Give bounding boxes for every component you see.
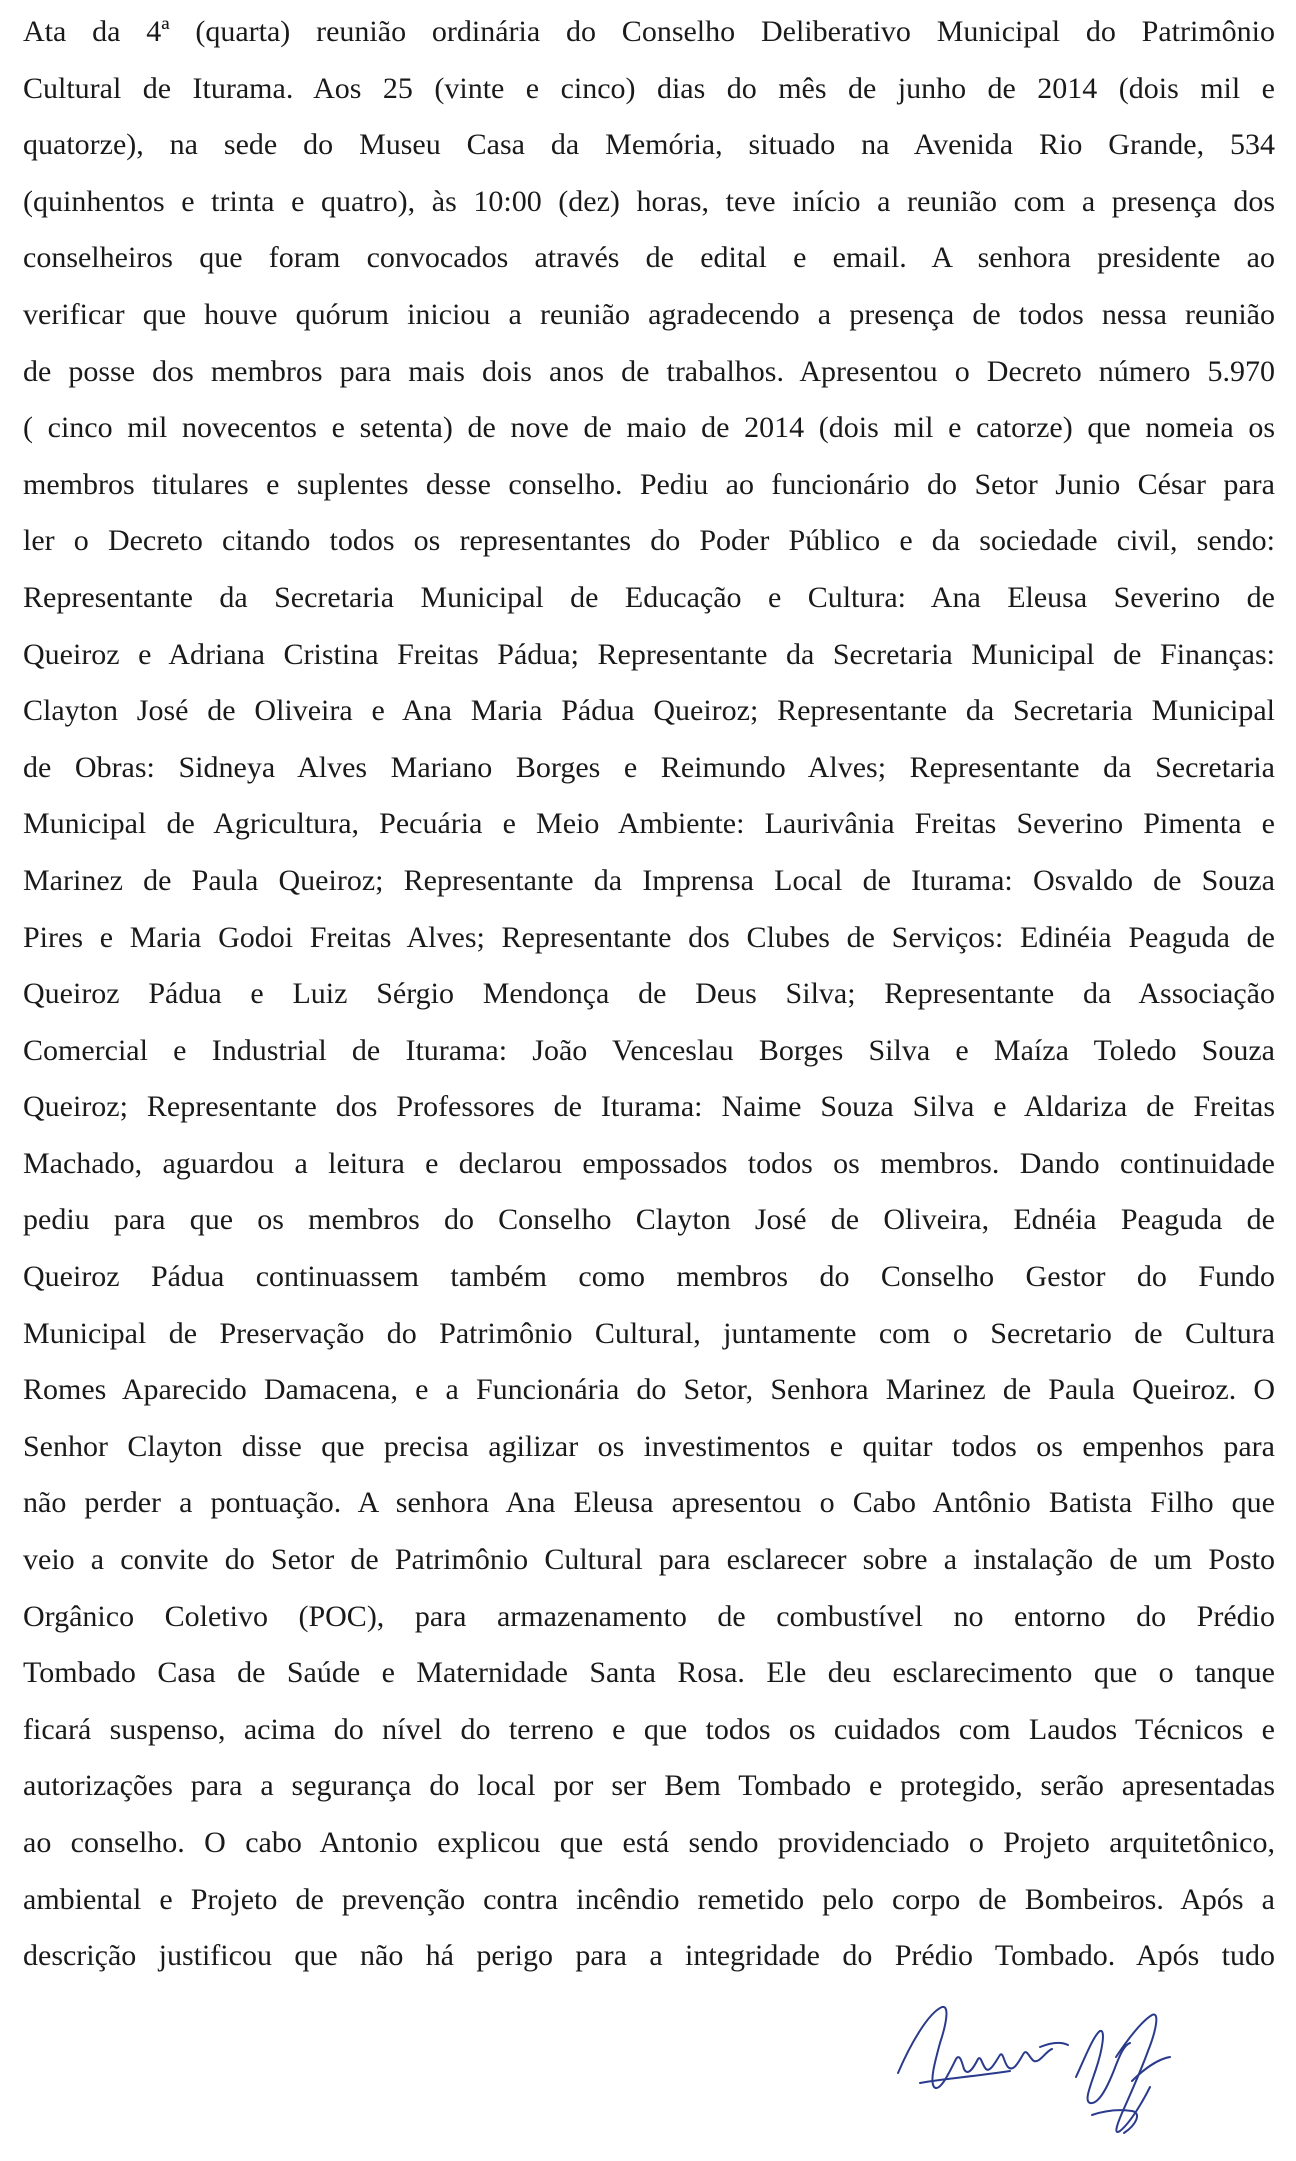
text-line: Tombado Casa de Saúde e Maternidade Santa Rosa. Ele deu esclarecimento que o tanque (23, 1656, 1275, 1690)
text-line: Ata da 4ª (quarta) reunião ordinária do Conselho Deliberativo Municipal do Patrimônio (23, 15, 1275, 48)
text-line: membros titulares e suplentes desse conselho. Pediu ao funcionário do Setor Junio César para (23, 467, 1275, 501)
text-line: Clayton José de Oliveira e Ana Maria Pádua Queiroz; Representante da Secretaria Municipal (23, 694, 1275, 728)
text-line: ficará suspenso, acima do nível do terreno e que todos os cuidados com Laudos Técnicos e (23, 1712, 1275, 1746)
text-line: de Obras: Sidneya Alves Mariano Borges e Reimundo Alves; Representante da Secretaria (23, 750, 1275, 784)
text-line: veio a convite do Setor de Patrimônio Cultural para esclarecer sobre a instalação de um Posto (23, 1543, 1275, 1577)
text-line: ( cinco mil novecentos e setenta) de nove de maio de 2014 (dois mil e catorze) que nomeia os (23, 411, 1275, 445)
text-line: Queiroz Pádua e Luiz Sérgio Mendonça de Deus Silva; Representante da Associação (23, 977, 1275, 1011)
text-line: Municipal de Preservação do Patrimônio Cultural, juntamente com o Secretario de Cultura (23, 1316, 1275, 1350)
text-line: ler o Decreto citando todos os representantes do Poder Público e da sociedade civil, sendo: (23, 524, 1275, 558)
text-line: verificar que houve quórum iniciou a reunião agradecendo a presença de todos nessa reunião (23, 297, 1275, 331)
text-line: ambiental e Projeto de prevenção contra incêndio remetido pelo corpo de Bombeiros. Após a (23, 1882, 1275, 1916)
text-line: Representante da Secretaria Municipal de Educação e Cultura: Ana Eleusa Severino de (23, 580, 1275, 614)
text-line: Queiroz; Representante dos Professores de Iturama: Naime Souza Silva e Aldariza de Freitas (23, 1090, 1275, 1124)
text-line: (quinhentos e trinta e quatro), às 10:00 (dez) horas, teve início a reunião com a presença dos (23, 184, 1275, 218)
text-line: conselheiros que foram convocados através de edital e email. A senhora presidente ao (23, 241, 1275, 275)
text-line: Comercial e Industrial de Iturama: João Venceslau Borges Silva e Maíza Toledo Souza (23, 1033, 1275, 1067)
text-line: quatorze), na sede do Museu Casa da Memória, situado na Avenida Rio Grande, 534 (23, 128, 1275, 162)
text-line: ao conselho. O cabo Antonio explicou que está sendo providenciado o Projeto arquitetônico, (23, 1826, 1275, 1859)
text-line: autorizações para a segurança do local por ser Bem Tombado e protegido, serão apresentadas (23, 1769, 1275, 1803)
text-line: Senhor Clayton disse que precisa agilizar os investimentos e quitar todos os empenhos para (23, 1429, 1275, 1463)
text-line: pediu para que os membros do Conselho Clayton José de Oliveira, Ednéia Peaguda de (23, 1203, 1275, 1237)
text-line: Machado, aguardou a leitura e declarou empossados todos os membros. Dando continuidade (23, 1146, 1275, 1180)
text-line: de posse dos membros para mais dois anos de trabalhos. Apresentou o Decreto número 5.970 (23, 354, 1275, 388)
text-line: Orgânico Coletivo (POC), para armazenamento de combustível no entorno do Prédio (23, 1599, 1275, 1633)
handwritten-signatures (880, 1985, 1240, 2161)
text-line: não perder a pontuação. A senhora Ana Eleusa apresentou o Cabo Antônio Batista Filho que (23, 1486, 1275, 1520)
text-line: Marinez de Paula Queiroz; Representante da Imprensa Local de Iturama: Osvaldo de Souza (23, 863, 1275, 897)
text-line: Queiroz e Adriana Cristina Freitas Pádua; Representante da Secretaria Municipal de Finanças: (23, 637, 1275, 671)
minutes-text (23, 4, 1275, 1985)
text-line: descrição justificou que não há perigo para a integridade do Prédio Tombado. Após tudo (23, 1939, 1275, 1973)
signature-icon (880, 1985, 1240, 2161)
text-line: Municipal de Agricultura, Pecuária e Meio Ambiente: Laurivânia Freitas Severino Pimenta e (23, 807, 1275, 841)
text-line: Romes Aparecido Damacena, e a Funcionária do Setor, Senhora Marinez de Paula Queiroz. O (23, 1373, 1275, 1407)
text-line: Pires e Maria Godoi Freitas Alves; Representante dos Clubes de Serviços: Edinéia Peaguda de (23, 920, 1275, 954)
text-line: Queiroz Pádua continuassem também como membros do Conselho Gestor do Fundo (23, 1260, 1275, 1294)
text-line: Cultural de Iturama. Aos 25 (vinte e cinco) dias do mês de junho de 2014 (dois mil e (23, 71, 1275, 105)
